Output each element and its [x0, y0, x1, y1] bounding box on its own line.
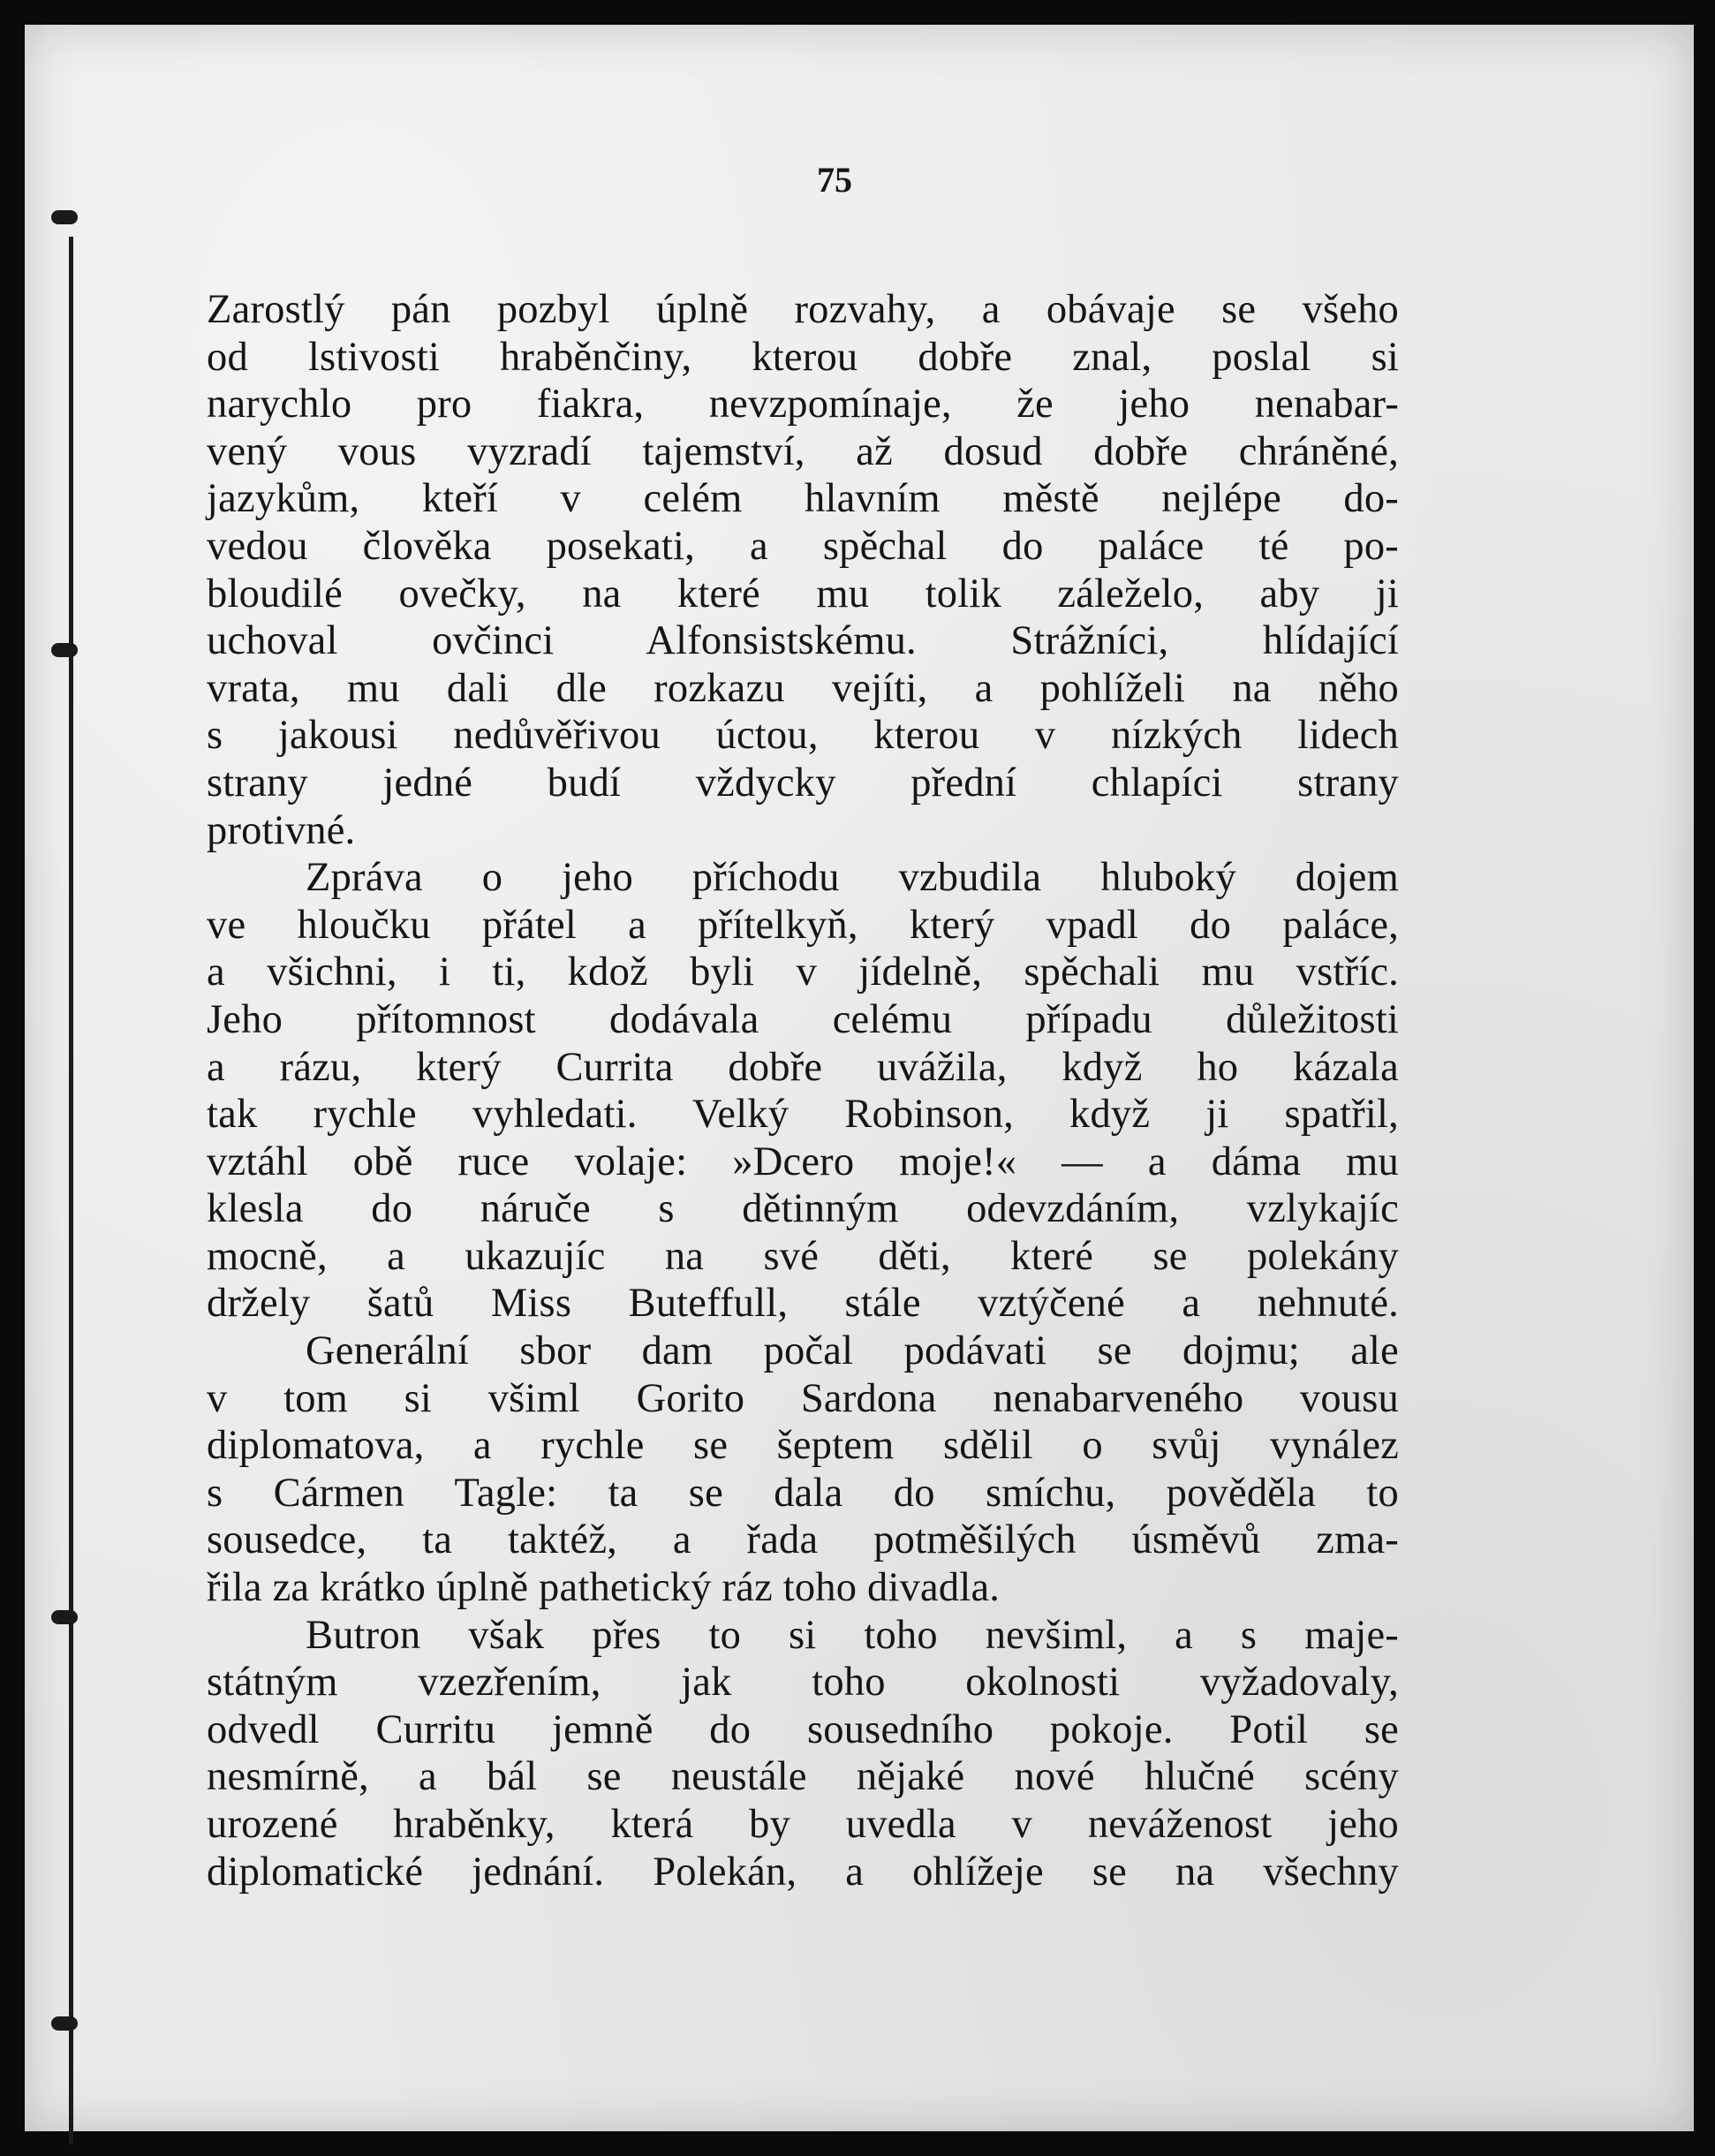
text-line: diplomatova, a rychle se šeptem sdělil o svůj vynález [207, 1423, 1399, 1469]
text-line: jazykům, kteří v celém hlavním městě nejlépe do- [207, 476, 1399, 522]
text-line: s Cármen Tagle: ta se dala do smíchu, pověděla to [207, 1470, 1399, 1516]
text-line: a rázu, který Currita dobře uvážila, když ho kázala [207, 1044, 1399, 1090]
text-line: Generální sbor dam počal podávati se dojmu; ale [306, 1328, 1399, 1374]
text-line: sousedce, ta taktéž, a řada potměšilých úsměvů zma- [207, 1517, 1399, 1563]
binding-mark [51, 643, 78, 657]
text-line: strany jedné budí vždycky přední chlapíci strany [207, 760, 1399, 806]
text-line: státným vzezřením, jak toho okolnosti vyžadovaly, [207, 1660, 1399, 1706]
text-line: uchoval ovčinci Alfonsistskému. Strážníci, hlídající [207, 618, 1399, 664]
text-line: v tom si všiml Gorito Sardona nenabarveného vousu [207, 1375, 1399, 1421]
text-line: ve hloučku přátel a přítelkyň, který vpadl do paláce, [207, 902, 1399, 948]
text-line: vrata, mu dali dle rozkazu vejíti, a pohlíželi na něho [207, 665, 1399, 711]
text-line: odvedl Curritu jemně do sousedního pokoje. Potil se [207, 1706, 1399, 1752]
text-line: tak rychle vyhledati. Velký Robinson, když ji spatřil, [207, 1092, 1399, 1138]
text-line: s jakousi nedůvěřivou úctou, kterou v nízkých lidech [207, 713, 1399, 759]
binding-mark [51, 210, 78, 224]
text-line: urozené hraběnky, která by uvedla v neváženost jeho [207, 1802, 1399, 1847]
text-line: vztáhl obě ruce volaje: »Dcero moje!« — a dáma mu [207, 1139, 1399, 1184]
text-line: diplomatické jednání. Polekán, a ohlížeje se na všechny [207, 1849, 1399, 1895]
text-line: vedou člověka posekati, a spěchal do paláce té po- [207, 523, 1399, 569]
page-number: 75 [817, 160, 852, 200]
binding-mark [51, 1610, 78, 1624]
text-line: mocně, a ukazujíc na své děti, které se polekány [207, 1233, 1399, 1279]
text-line: držely šatů Miss Buteffull, stále vztýčené a nehnuté. [207, 1281, 1399, 1327]
body-text [207, 286, 1399, 1895]
text-line: a všichni, i ti, kdož byli v jídelně, spěchali mu vstříc. [207, 949, 1399, 995]
text-line: bloudilé ovečky, na které mu tolik záleželo, aby ji [207, 571, 1399, 617]
text-line: protivné. [207, 807, 356, 853]
text-line: Jeho přítomnost dodávala celému případu důležitosti [207, 996, 1399, 1042]
text-line: vený vous vyzradí tajemství, až dosud dobře chráněné, [207, 428, 1399, 474]
binding-edge [69, 237, 73, 2145]
text-line: Zpráva o jeho příchodu vzbudila hluboký dojem [306, 855, 1399, 901]
text-line: Zarostlý pán pozbyl úplně rozvahy, a obávaje se všeho [207, 287, 1399, 332]
text-line: nesmírně, a bál se neustále nějaké nové hlučné scény [207, 1754, 1399, 1800]
text-line: klesla do náruče s dětinným odevzdáním, vzlykajíc [207, 1186, 1399, 1232]
text-line: od lstivosti hraběnčiny, kterou dobře znal, poslal si [207, 334, 1399, 380]
text-line: řila za krátko úplně pathetický ráz toho divadla. [207, 1565, 1001, 1611]
book-page [25, 25, 1694, 2131]
text-line: Butron však přes to si toho nevšiml, a s maje- [306, 1612, 1399, 1658]
text-line: narychlo pro fiakra, nevzpomínaje, že jeho nenabar- [207, 382, 1399, 427]
binding-mark [51, 2016, 78, 2031]
